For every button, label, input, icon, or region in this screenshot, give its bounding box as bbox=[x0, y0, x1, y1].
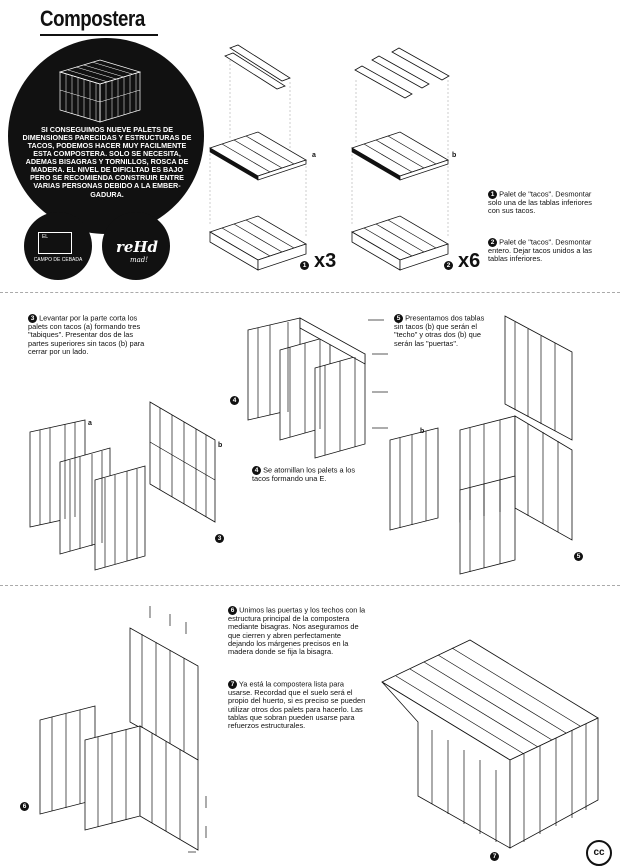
page-title: Compostera bbox=[40, 6, 145, 31]
label-b-step5: b bbox=[420, 428, 425, 435]
cc-license-icon: cc bbox=[586, 840, 612, 866]
count-x3: x3 bbox=[314, 250, 337, 272]
step4-e-frame bbox=[248, 318, 388, 458]
count-1-marker: 1 bbox=[300, 257, 309, 275]
step-6-note: 6 Unimos las puertas y los techos con la estructura principal de la compostera mediante bisagras. Nos aseguramos de que cierren y abren perfectamente dejando los márgenes precisos en la madera donde se fija la bisagra. bbox=[228, 605, 366, 657]
campo-logo-top: EL bbox=[41, 234, 49, 240]
step-5-note: 5 Presentamos dos tablas sin tacos (b) que serán el "techo" y otras dos (b) que serán las "puertas". bbox=[394, 313, 485, 348]
diagram-marker-3: 3 bbox=[215, 530, 224, 548]
step-1-note: 1 Palet de "tacos". Desmontar solo una de las tablas inferiores con sus tacos. bbox=[488, 189, 592, 216]
step6-hinged-assembly bbox=[40, 606, 206, 852]
label-b: b bbox=[452, 152, 457, 159]
step3-walls bbox=[30, 402, 215, 570]
rehd-logo-sub: mad! bbox=[129, 256, 149, 264]
label-b-step3: b bbox=[218, 442, 223, 449]
step-2-note: 2 Palet de "tacos". Desmontar entero. Dejar tacos unidos a las tablas inferiores. bbox=[488, 237, 592, 264]
step-4-note: 4 Se atornillan los palets a los tacos formando una E. bbox=[252, 465, 356, 483]
pallet-1-exploded bbox=[210, 45, 306, 270]
rehd-logo-main: reHd bbox=[115, 238, 159, 256]
label-a-step3: a bbox=[88, 420, 92, 427]
count-2-marker: 2 bbox=[444, 257, 453, 275]
pallet-2-exploded bbox=[352, 48, 449, 270]
campo-logo-bottom: CAMPO DE CEBADA bbox=[33, 257, 83, 263]
step-7-note: 7 Ya está la compostera lista para usarse. Recordad que el suelo será el propio del huerto, si es preciso se pueden utilizar otros dos palets para hacerlo. Las tablas que sobran pueden usarse para refuerzos estructurales. bbox=[228, 679, 366, 731]
intro-text: SI CONSEGUIMOS NUEVE PALETS DE DIMENSIONES PARECIDAS Y ESTRUCTURAS DE TACOS, PODEMOS HACER MUY FACILMENTE ESTA COMPOSTERA. SOLO SE NECESITA, ADEMAS BISAGRAS Y TORNILLOS, ROSCA DE MADERA. EL NIVEL DE DIFICLTAD ES BAJO PERO SE RECOMIENDA CONSTRUIR ENTRE VARIAS PERSONAS DEBIDO A LA EMBER-GADURA. bbox=[22, 125, 192, 199]
diagram-marker-5: 5 bbox=[574, 548, 583, 566]
label-a: a bbox=[312, 152, 316, 159]
diagram-marker-7: 7 bbox=[490, 848, 499, 866]
diagram-marker-6: 6 bbox=[20, 798, 29, 816]
step5-roof-doors bbox=[390, 313, 572, 574]
diagram-marker-4: 4 bbox=[230, 392, 239, 410]
step-3-note: 3 Levantar por la parte corta los palets con tacos (a) formando tres "tabiques". Presentar dos de las partes superiores sin tacos (b) para cerrar por un lado. bbox=[28, 313, 145, 356]
step7-finished-bin bbox=[382, 640, 598, 848]
count-x6: x6 bbox=[458, 250, 481, 272]
